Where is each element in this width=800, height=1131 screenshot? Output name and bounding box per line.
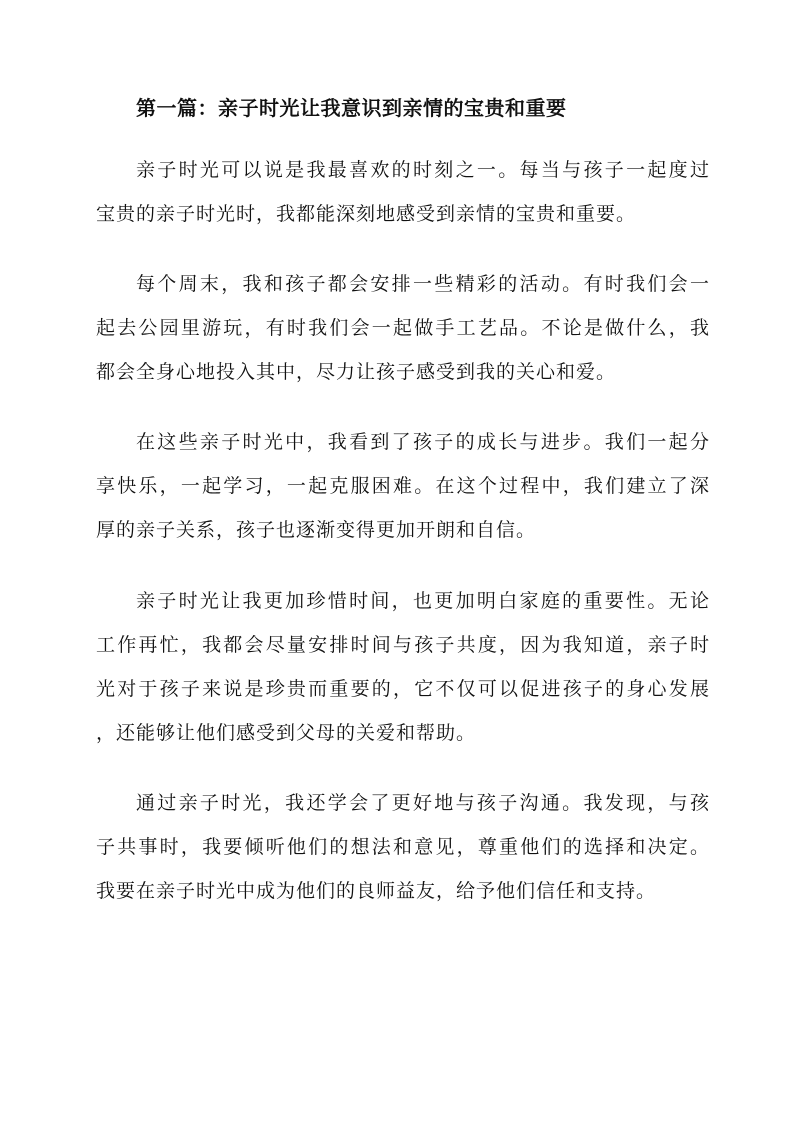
document-title: 第一篇：亲子时光让我意识到亲情的宝贵和重要	[136, 96, 567, 120]
paragraph-line: 每个周末，我和孩子都会安排一些精彩的活动。有时我们会一	[136, 273, 710, 295]
paragraph-line: 子共事时，我要倾听他们的想法和意见，尊重他们的选择和决定。	[96, 836, 710, 858]
paragraph-line: 宝贵的亲子时光时，我都能深刻地感受到亲情的宝贵和重要。	[96, 203, 637, 225]
paragraph-line: 都会全身心地投入其中，尽力让孩子感受到我的关心和爱。	[96, 361, 617, 383]
paragraph-line: 工作再忙，我都会尽量安排时间与孩子共度，因为我知道，亲子时	[96, 634, 710, 656]
paragraph-3	[96, 420, 710, 552]
paragraph-line: 在这些亲子时光中，我看到了孩子的成长与进步。我们一起分	[136, 431, 710, 453]
paragraph-line: 我要在亲子时光中成为他们的良师益友，给予他们信任和支持。	[96, 880, 657, 902]
paragraph-line: 享快乐，一起学习，一起克服困难。在这个过程中，我们建立了深	[96, 475, 710, 497]
paragraph-line: ，还能够让他们感受到父母的关爱和帮助。	[96, 722, 477, 744]
paragraph-line: 亲子时光可以说是我最喜欢的时刻之一。每当与孩子一起度过	[136, 159, 710, 181]
paragraph-line: 亲子时光让我更加珍惜时间，也更加明白家庭的重要性。无论	[136, 590, 710, 612]
paragraph-line: 厚的亲子关系，孩子也逐渐变得更加开朗和自信。	[96, 519, 537, 541]
paragraph-4	[96, 579, 710, 755]
paragraph-5	[96, 781, 710, 913]
paragraph-line: 起去公园里游玩，有时我们会一起做手工艺品。不论是做什么，我	[96, 317, 710, 339]
paragraph-2	[96, 262, 710, 394]
paragraph-line: 光对于孩子来说是珍贵而重要的，它不仅可以促进孩子的身心发展	[96, 678, 710, 700]
paragraph-1	[96, 148, 710, 236]
paragraph-line: 通过亲子时光，我还学会了更好地与孩子沟通。我发现，与孩	[136, 792, 710, 814]
